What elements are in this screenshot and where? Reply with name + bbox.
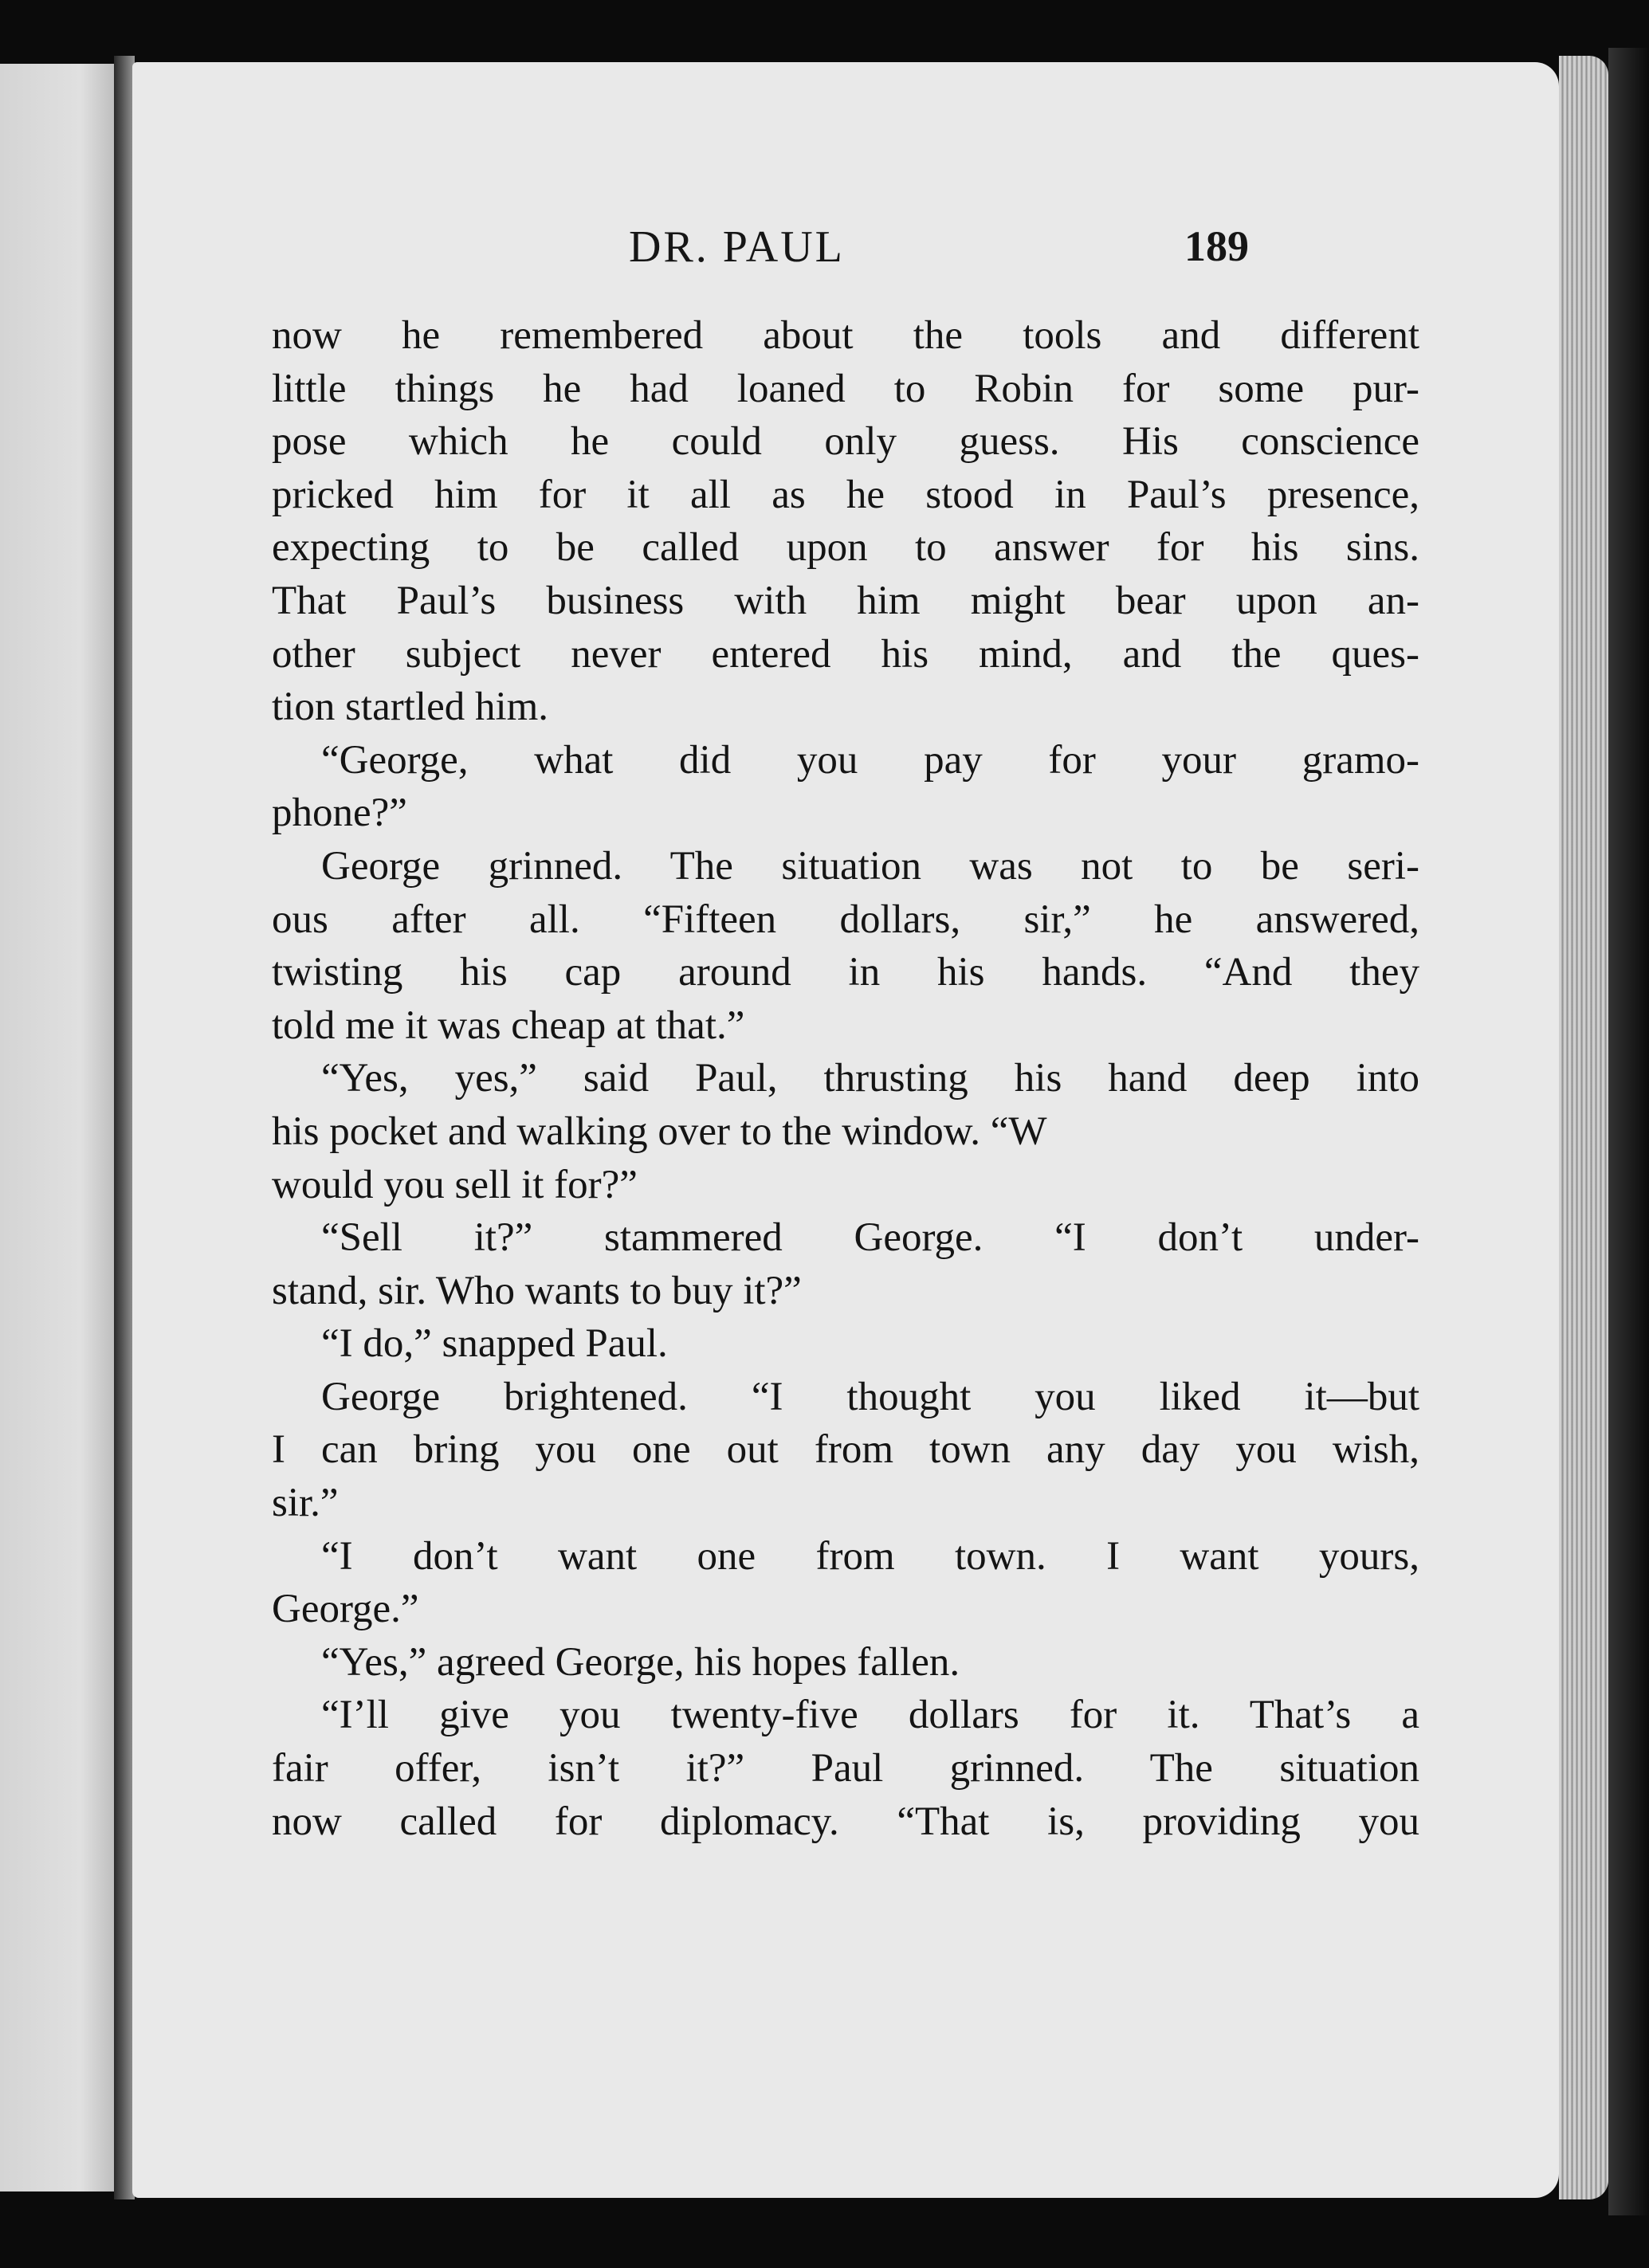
text-line: sir.” [272, 1481, 339, 1526]
text-line: stand, sir. Who wants to buy it?” [272, 1268, 802, 1313]
text-line: expecting to be called upon to answer for his sins. [272, 525, 1419, 571]
text-line: pose which he could only guess. His conscience [272, 419, 1419, 465]
text-line: “George, what did you pay for your gramo- [321, 737, 1419, 783]
text-line: ous after all. “Fifteen dollars, sir,” he answered, [272, 897, 1419, 942]
text-line: “I’ll give you twenty-five dollars for it. That’s a [321, 1693, 1419, 1738]
text-line: George brightened. “I thought you liked it—but [321, 1374, 1419, 1419]
facing-page-edge [0, 64, 116, 2191]
text-line: That Paul’s business with him might bear upon an- [272, 578, 1419, 623]
text-line: “Yes,” agreed George, his hopes fallen. [321, 1639, 960, 1685]
text-line: twisting his cap around in his hands. “And they [272, 950, 1419, 995]
text-line: other subject never entered his mind, and the ques- [272, 631, 1419, 677]
book-page [132, 62, 1559, 2198]
text-line: “I don’t want one from town. I want yours, [321, 1533, 1419, 1579]
text-line: pricked him for it all as he stood in Paul’s presence, [272, 472, 1419, 517]
text-line: “Sell it?” stammered George. “I don’t under- [321, 1215, 1419, 1261]
text-line: would you sell it for?” [272, 1162, 638, 1207]
text-line: fair offer, isn’t it?” Paul grinned. The situation [272, 1746, 1419, 1791]
text-line: phone?” [272, 791, 407, 836]
text-line: little things he had loaned to Robin for some pur- [272, 366, 1419, 411]
text-line: now he remembered about the tools and different [272, 313, 1419, 358]
text-line: “I do,” snapped Paul. [321, 1321, 668, 1367]
page-edge-shadow [1608, 48, 1649, 2215]
text-line: George grinned. The situation was not to be seri- [321, 843, 1419, 889]
page-number: 189 [1184, 222, 1249, 270]
running-title: DR. PAUL [629, 222, 845, 272]
text-line: told me it was cheap at that.” [272, 1003, 745, 1048]
body-text [272, 309, 1419, 1848]
text-line: tion startled him. [272, 685, 549, 730]
text-line: his pocket and walking over to the window. “W [272, 1108, 1047, 1154]
text-line: now called for diplomacy. “That is, providing you [272, 1799, 1419, 1844]
running-head [132, 222, 1559, 277]
text-line: I can bring you one out from town any day you wish, [272, 1427, 1419, 1473]
page-edge-stack [1559, 56, 1608, 2199]
text-line: “Yes, yes,” said Paul, thrusting his hand deep into [321, 1056, 1419, 1101]
text-line: George.” [272, 1587, 419, 1632]
